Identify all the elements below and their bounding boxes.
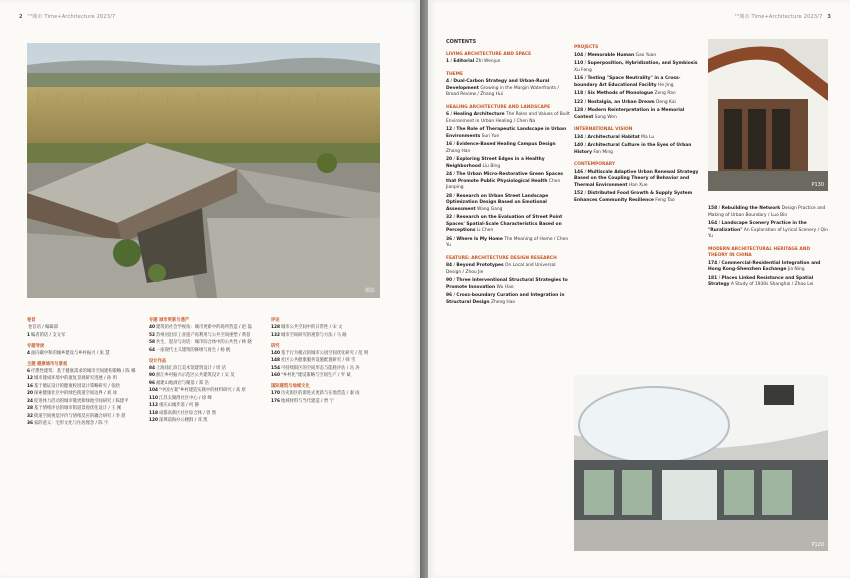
toc-page-number: 6 [27, 368, 30, 374]
toc-entry [149, 325, 267, 331]
toc-page-number: 140 [574, 143, 584, 148]
toc-entry [27, 325, 145, 331]
toc-page-number: 104 [149, 388, 158, 393]
toc-page-number: 84 [149, 365, 155, 371]
toc-page-number: 181 [708, 275, 718, 281]
right-journal-title: ᵀᴴ城市 Time+Architecture 2023/7 [734, 14, 823, 20]
cn-toc-column-1 [27, 318, 145, 429]
toc-page-number: 120 [149, 418, 158, 423]
toc-entry [271, 333, 389, 339]
toc-page-number: 96 [446, 293, 453, 298]
toc-page-number: 164 [708, 221, 718, 226]
toc-entry: 16 / Evidence-Based Healing Campus Design Zhang Han [446, 142, 556, 154]
toc-page-number: 20 [27, 391, 33, 396]
toc-page-number: 32 [27, 413, 33, 419]
toc-section-heading: MODERN ARCHITECTURAL HERITAGE AND THEORY IN CHINA [708, 246, 811, 258]
toc-page-number: 118 [574, 91, 584, 96]
toc-entry: 146 / Multiscale Adaptive Urban Renewal Strategy Based on the Coupling Theory of Behavior and Thermal Environment Han Xue [574, 169, 699, 188]
toc-entry-text: 卷首语 / 编辑部 [28, 325, 58, 330]
en-toc-column-3 [708, 206, 830, 291]
toc-entry-title: Beyond Prototypes [456, 263, 504, 268]
toc-entry-title: Cross-boundary Curation and Integration in Structural Design [446, 293, 565, 305]
toc-section-heading: 研究 [271, 343, 280, 349]
toc-entry [27, 384, 145, 390]
cn-toc-column-2 [149, 318, 267, 426]
interior-photo [574, 375, 828, 551]
toc-entry-text: Gao Yuan [635, 52, 657, 58]
toc-page-number: 122 [574, 99, 584, 105]
toc-page-number: 146 [574, 169, 584, 175]
toc-entry-title: Testing "Space Neutrality" in a Cross-boundary Art Educational Facility [574, 76, 681, 88]
toc-entry-title: Architectural Habitat [587, 134, 640, 140]
toc-page-number: 134 [574, 134, 584, 140]
toc-entry-title: The Role of Therapeutic Landscape in Urban Environments [446, 127, 567, 139]
toc-page-number: 158 [708, 206, 718, 211]
en-toc-column-2 [574, 39, 700, 206]
toc-entry-text: 促进体力活动的城市微更新绿地空间研究 / 陈建平 [33, 398, 129, 404]
toc-entry: 128 / Modern Reinterpretation in a Memorial Context Song Wen [574, 108, 685, 120]
toc-page-number: 132 [271, 332, 280, 338]
toc-entry-title: Rebuilding the Network [721, 206, 781, 211]
toc-entry: 158 / Rebuilding the Network Design Practice and Making of Urban Boundary / Luo Bin [708, 206, 826, 218]
gutter [420, 0, 428, 578]
toc-page-number: 110 [574, 61, 584, 66]
toc-page-number: 16 [446, 142, 453, 147]
toc-entry-text: 城市公共空间中的日常性 / 宋 文 [280, 325, 343, 330]
interior-photo-art [574, 375, 828, 551]
toc-section-heading: 卷首 [27, 318, 36, 323]
toc-entry-text: The Meaning of Home / Chen Yu [446, 236, 569, 248]
toc-page-number: 118 [149, 410, 158, 416]
toc-entry-text: 城市空间研究的观察与方法 / 马 路 [280, 332, 347, 338]
toc-entry: 174 / Commercial-Residential Integration and Hong Kong-Shenzhen Exchange Jia Ning [708, 260, 821, 272]
toc-entry: 140 / Architectural Culture in the Eyes of Urban History Fan Ming [574, 143, 692, 155]
wooden-building-art [708, 39, 828, 191]
toc-section-heading: THEME [446, 71, 464, 77]
left-photo-credit: 摄影 [364, 288, 375, 294]
toc-entry-title: Editorial [453, 59, 475, 64]
toc-entry-text: 共生、混杂与对话：城市综合体中的公共性 / 林 晓 [155, 340, 252, 345]
toc-entry: 181 / Places Linked Resistance and Spatial Strategy A Study of 1930s Shanghai / Zhao Lei [708, 275, 814, 287]
toc-entry [271, 373, 389, 379]
toc-entry-text: On Local and Universal Design / Zhou Jie [446, 263, 556, 275]
toc-entry-text: 江苏太湖湾社区中心 / 徐 峰 [158, 395, 212, 401]
toc-entry [149, 373, 267, 379]
contents-heading: CONTENTS [446, 39, 477, 45]
toc-entry-text: Zhang Han [446, 148, 471, 154]
toc-entry-text: An Exploration of Lyrical Scenery / Qin Yu [708, 227, 828, 239]
toc-entry [27, 421, 145, 427]
toc-entry [149, 396, 267, 402]
toc-entry: 164 / Landscape Scenery Practice in the "Ruralization" An Exploration of Lyrical Scenery / Qin Yu [708, 221, 828, 239]
toc-entry-title: Research on Urban Street Landscape Optimization Design Based on Emotional Assessment [446, 193, 549, 212]
toc-entry-text: 福建山地酒店与聚落 / 郑 浩 [155, 380, 209, 386]
toc-entry-text: Wang Gang [477, 206, 503, 212]
wooden-building-photo [708, 39, 828, 191]
toc-page-number: 12 [27, 376, 33, 381]
right-photo-3-credit: P120 [811, 542, 824, 548]
toc-entry-text: 基于循证设计的健康校园设计策略研究 / 张晗 [33, 383, 120, 389]
toc-entry-text: Chen Jianping [446, 178, 561, 190]
toc-entry-text: Xu Feng [574, 67, 592, 73]
toc-entry-title: Where Is My Home [456, 236, 503, 242]
left-page-number: 2 [19, 14, 23, 20]
right-photo-2-credit: P130 [811, 182, 824, 188]
toc-entry-text: 面向碳中和的城乡建设与乡村振兴 / 张 慧 [31, 350, 110, 356]
toc-entry-title: Places Linked Resistance and Spatial Strategy [708, 275, 814, 287]
toc-entry-text: 城市建成环境中的康复景观研究进展 / 孙 玥 [33, 376, 117, 381]
toc-entry-text: 家的意义：宅形文化与住居理念 / 陈 宇 [33, 421, 109, 426]
toc-entry [27, 391, 145, 397]
toc-entry-text: 基于行为模式的城市公园空间优化研究 / 范 明 [280, 350, 369, 356]
toc-entry-text: 一座现代主义建筑的修缮与再生 / 杨 帆 [155, 347, 231, 353]
toc-entry [149, 381, 267, 387]
toc-page-number: 36 [27, 421, 33, 426]
toc-entry-title: Nostalgia, an Urban Dream [587, 99, 655, 105]
toc-entry-title: The Urban Micro-Restorative Green Spaces that Promote Public Physiological Health [446, 172, 564, 184]
toc-entry [271, 325, 389, 331]
toc-section-heading: INTERNATIONAL VISION [574, 127, 633, 132]
toc-section-heading: 评论 [271, 318, 280, 323]
toc-section-heading: 国际建筑与地域文化 [271, 384, 310, 389]
toc-entry [271, 351, 389, 357]
toc-page-number: 40 [149, 325, 155, 330]
toc-page-number: 152 [574, 191, 584, 196]
toc-page-number: 24 [27, 398, 33, 404]
toc-entry-text: 苏州河沿岸工业遗产再利用与公共空间重塑 / 黄蓓 [155, 332, 251, 338]
toc-page-number: 90 [446, 278, 453, 283]
toc-entry [27, 376, 145, 382]
toc-page-number: 36 [446, 236, 453, 242]
toc-page-number: 154 [271, 365, 280, 371]
toc-page-number: 112 [149, 403, 158, 408]
toc-page-number: 12 [446, 127, 453, 132]
toc-entry-title: Architectural Culture in the Eyes of Urban History [574, 143, 692, 155]
toc-entry: 4 / Dual-Carbon Strategy and Urban-Rural Development Growing in the Margin Waterfronts / Broad Review / Zhang Hui [446, 79, 559, 97]
toc-entry: 90 / Three Interventional Structural Strategies to Promote Innovation Wu Hao [446, 278, 568, 290]
toc-section-heading: 专题 城市更新与遗产 [149, 318, 190, 323]
toc-entry: 32 / Research on the Evaluation of Street Point Spaces' Spatial-Scale Characteristics Based on Perceptions Li Chen [446, 215, 563, 233]
toc-entry [149, 388, 267, 394]
courtyard-photo-art [27, 43, 380, 298]
toc-entry-title: Commercial-Residential Integration and Hong Kong-Shenzhen Exchange [708, 260, 821, 272]
toc-entry-title: Evidence-Based Healing Campus Design [456, 142, 556, 147]
toc-entry-text: Feng Tao [655, 197, 675, 203]
toc-section-heading: HEALING ARCHITECTURE AND LANDSCAPE [446, 104, 551, 110]
toc-entry-text: Han Xue [628, 182, 648, 188]
toc-entry-title: Six Methods of Monologue [587, 91, 654, 96]
toc-page-number: 160 [271, 373, 280, 378]
toc-entry-text: Li Chen [476, 228, 494, 233]
toc-entry-text: Fan Ming [593, 149, 613, 155]
toc-entry: 84 / Beyond Prototypes On Local and Universal Design / Zhou Jie [446, 263, 556, 275]
toc-entry [149, 418, 267, 424]
courtyard-photo [27, 43, 380, 298]
toc-page-number: 32 [446, 215, 453, 220]
toc-entry: 20 / Exploring Street Edges in a Healthy Neighborhood Liu Bing [446, 157, 545, 169]
toc-page-number: 128 [271, 325, 280, 330]
toc-entry: 1 / Editorial Zhi Wenjun [446, 59, 501, 64]
toc-entry: 12 / The Role of Therapeutic Landscape in Urban Environments Sun Yue [446, 127, 567, 139]
toc-entry-text: 编者的话 / 支文军 [31, 332, 66, 338]
left-running-head [16, 13, 115, 20]
toc-entry-title: Landscape Scenery Practice in the "Ruralization" [708, 221, 807, 233]
toc-page-number: 148 [271, 358, 280, 363]
toc-page-number: 6 [446, 112, 450, 117]
toc-page-number: 110 [149, 395, 158, 401]
toc-entry-text: 可持续街区的空间形态与能耗评估 / 冯 涛 [280, 365, 360, 371]
toc-entry-text: A Study of 1930s Shanghai / Zhao Lei [730, 282, 814, 287]
toc-entry-text: 建筑的社会学视角：城市更新中的场所营造 / 赵 磊 [155, 325, 252, 330]
toc-entry [271, 358, 389, 364]
toc-entry-text: 历史街区的渐进式更新与在地营造 / 秦 雨 [280, 391, 360, 396]
toc-page-number: 16 [27, 383, 33, 389]
toc-section-heading: PROJECTS [574, 45, 599, 50]
toc-page-number: 116 [574, 76, 584, 81]
toc-entry-text: 上海徐汇滨江美术馆建筑设计 / 周 洁 [155, 365, 226, 371]
toc-entry-text: The Roles and Values of Built Environment in Urban Healing / Chen Na [446, 112, 570, 124]
toc-page-number: 176 [271, 398, 280, 404]
toc-entry: 152 / Distributed Food Growth & Supply System Enhances Community Resilience Feng Tao [574, 191, 693, 203]
toc-entry-text: "乡村化"建设策略与空间生产 / 罗 斌 [280, 373, 351, 378]
toc-section-heading: CONTEMPORARY [574, 162, 616, 167]
toc-section-heading: 设计作品 [149, 358, 167, 364]
toc-entry-text: Zeng Ran [654, 91, 676, 96]
toc-section-heading: 专题导读 [27, 343, 45, 349]
toc-entry-text: Zheng Hao [490, 299, 516, 305]
toc-entry [149, 340, 267, 346]
toc-entry: 96 / Cross-boundary Curation and Integration in Structural Design Zheng Hao [446, 293, 565, 305]
toc-entry-text: Design Practice and Making of Urban Boundary / Luo Bin [708, 206, 826, 218]
left-page [0, 0, 420, 578]
toc-page-number: 84 [446, 263, 453, 268]
toc-entry-title: Superposition, Hybridization, and Symbiosis [587, 61, 698, 66]
toc-entry-text: Zhi Wenjun [475, 59, 501, 64]
toc-entry-text: 重庆山城步道 / 何 静 [158, 403, 199, 408]
toc-entry: 24 / The Urban Micro-Restorative Green Spaces that Promote Public Physiological Health Chen Jianping [446, 172, 564, 190]
toc-entry [149, 333, 267, 339]
toc-page-number: 20 [446, 157, 453, 162]
toc-entry-text: Ma Lu [641, 134, 655, 140]
toc-page-number: 128 [574, 108, 584, 113]
toc-entry-title: Three Interventional Structural Strategies to Promote Innovation [446, 278, 568, 290]
toc-entry [271, 366, 389, 372]
toc-entry-title: Dual-Carbon Strategy and Urban-Rural Development [446, 79, 550, 91]
toc-page-number: 28 [27, 406, 33, 411]
toc-page-number: 140 [271, 350, 280, 356]
toc-page-number: 52 [149, 332, 155, 338]
toc-section-heading: LIVING ARCHITECTURE AND SPACE [446, 51, 532, 57]
toc-entry-text: 疗愈性建筑：基于健康需求的城市空间建构策略 / 陈 娜 [31, 368, 136, 374]
toc-entry-text: 街道空间视觉评价与情绪反应的耦合研究 / 李 晨 [33, 413, 126, 419]
toc-entry-title: Distributed Food Growth & Supply System Enhances Community Resilience [574, 191, 693, 203]
toc-entry: 118 / Six Methods of Monologue Zeng Ran [574, 91, 676, 96]
toc-entry [27, 351, 145, 357]
toc-page-number: 4 [27, 350, 30, 356]
toc-page-number: 170 [271, 391, 280, 396]
right-page-number: 3 [827, 14, 831, 20]
toc-entry: 122 / Nostalgia, an Urban Dream Deng Kai [574, 99, 676, 105]
toc-entry-title: Modern Reinterpretation in a Memorial Context [574, 108, 685, 120]
toc-page-number: 90 [149, 373, 155, 378]
toc-entry-text: Jia Ning [787, 267, 805, 272]
toc-entry [27, 333, 145, 339]
toc-page-number: 24 [446, 172, 453, 177]
toc-entry-text: 浙江乡村振兴示范区公共建筑设计 / 吴 昊 [155, 373, 235, 378]
toc-entry-title: Research on the Evaluation of Street Point Spaces' Spatial-Scale Characteristics Based on Perceptions [446, 215, 563, 233]
toc-page-number: 96 [149, 380, 155, 386]
toc-entry-text: 基于情绪评估的城市街道景观优化设计 / 王 刚 [33, 406, 122, 411]
toc-entry-text: 地域材料与当代建造 / 贾 宁 [280, 398, 334, 404]
toc-entry [149, 366, 267, 372]
toc-section-heading: FEATURE: ARCHITECTURE DESIGN RESEARCH [446, 255, 557, 261]
toc-entry: 134 / Architectural Habitat Ma Lu [574, 134, 655, 140]
toc-entry-text: 探索健康社区中的绿色街道空间边界 / 刘 冰 [33, 391, 117, 396]
toc-entry-title: Exploring Street Edges in a Healthy Neighborhood [446, 157, 545, 169]
toc-entry: 36 / Where Is My Home The Meaning of Home / Chen Yu [446, 236, 569, 248]
toc-entry-text: Song Wen [594, 114, 617, 120]
toc-entry-text: Wu Hao [496, 284, 514, 290]
toc-entry-text: Growing in the Margin Waterfronts / Broad Review / Zhang Hui [446, 85, 559, 97]
toc-entry-text: Deng Kai [655, 99, 676, 105]
toc-entry [149, 411, 267, 417]
toc-entry [149, 348, 267, 354]
toc-page-number: 64 [149, 347, 155, 353]
toc-entry [271, 391, 389, 397]
toc-entry [27, 369, 145, 375]
toc-entry-text: Liu Bing [482, 163, 501, 169]
toc-page-number: 1 [27, 332, 30, 338]
toc-entry: 116 / Testing "Space Neutrality" in a Cross-boundary Art Educational Facility He Jing [574, 76, 681, 88]
toc-entry [271, 399, 389, 405]
cn-toc-column-3 [271, 318, 389, 406]
toc-page-number: 28 [446, 193, 453, 199]
toc-entry [149, 403, 267, 409]
left-journal-title: ᵀᴴ城市 Time+Architecture 2023/7 [27, 14, 116, 20]
toc-page-number: 1 [446, 59, 450, 64]
toc-page-number: 58 [149, 340, 155, 345]
right-running-head [735, 13, 834, 20]
toc-page-number: 104 [574, 52, 584, 58]
toc-entry-text: 深圳前海办公楼群 / 邓 凯 [158, 418, 208, 423]
toc-entry: 6 / Healing Architecture The Roles and Values of Built Environment in Urban Healing / Chen Na [446, 112, 570, 124]
toc-entry-title: Memorable Human [587, 52, 635, 58]
toc-entry-text: He Jing [658, 82, 674, 88]
toc-entry-text: 成都高新区社区综合体 / 曾 然 [158, 410, 217, 416]
toc-entry: 110 / Superposition, Hybridization, and Symbiosis Xu Feng [574, 61, 698, 73]
toc-section-heading: 主题 健康城市与景观 [27, 361, 68, 367]
en-toc-column-1 [446, 39, 571, 308]
right-page [428, 0, 850, 578]
toc-entry-text: 社区公共健康服务设施配置研究 / 韩 雪 [280, 358, 356, 363]
toc-entry: 104 / Memorable Human Gao Yuan [574, 52, 657, 58]
toc-page-number: 174 [708, 260, 718, 266]
toc-entry-text: "中国方案"乡村建造实践中的材料研究 / 高 原 [158, 388, 246, 393]
toc-entry: 28 / Research on Urban Street Landscape Optimization Design Based on Emotional Assessment Wang Gang [446, 193, 549, 212]
toc-entry-title: Healing Architecture [453, 112, 505, 117]
toc-entry [27, 406, 145, 412]
toc-entry-title: Multiscale Adaptive Urban Renewal Strategy Based on the Coupling Theory of Behavior and Thermal Environment [574, 169, 699, 188]
toc-entry [27, 399, 145, 405]
toc-entry [27, 414, 145, 420]
chinese-toc [27, 318, 387, 558]
toc-page-number: 4 [446, 79, 450, 84]
toc-entry-text: Sun Yue [481, 133, 500, 139]
